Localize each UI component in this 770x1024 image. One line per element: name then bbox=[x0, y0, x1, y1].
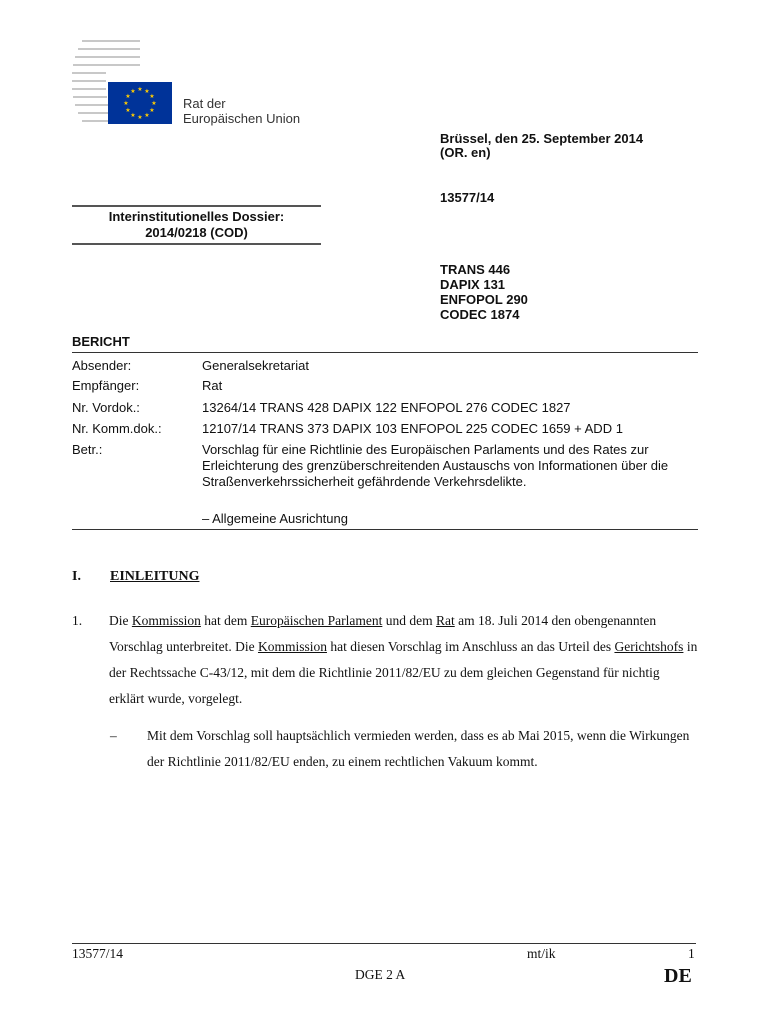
svg-text:★: ★ bbox=[144, 88, 150, 95]
dossier-box bbox=[72, 205, 321, 245]
organization-line1: Rat der bbox=[183, 96, 226, 111]
meta-value: Rat bbox=[202, 378, 223, 393]
meta-key: Absender: bbox=[72, 358, 132, 373]
svg-text:★: ★ bbox=[125, 107, 131, 114]
svg-text:★: ★ bbox=[137, 86, 143, 93]
date-block bbox=[440, 132, 643, 160]
svg-text:★: ★ bbox=[149, 93, 155, 100]
meta-key: Betr.: bbox=[72, 442, 103, 457]
paragraph-text bbox=[109, 608, 698, 712]
footer-divider bbox=[72, 943, 696, 944]
meta-value: – Allgemeine Ausrichtung bbox=[202, 511, 348, 526]
svg-text:★: ★ bbox=[123, 100, 129, 107]
dossier-label: Interinstitutionelles Dossier: bbox=[108, 209, 285, 224]
meta-value: Vorschlag für eine Richtlinie des Europäischen Parlaments und des Rates zur Erleichterung des grenzüberschreitenden Austauschs von Informationen über die Straßenverkehrssicherheit gefährdende Verkehrsdelikte. bbox=[202, 442, 669, 489]
classification-codes bbox=[440, 262, 528, 322]
bullet-text: Mit dem Vorschlag soll hauptsächlich vermieden werden, dass es ab Mai 2015, wenn die Wirkungen der Richtlinie 2011/82/EU enden, zu einem rechtlichen Vakuum kommt. bbox=[147, 728, 690, 769]
meta-value: Generalsekretariat bbox=[202, 358, 309, 373]
footer-page-number: 1 bbox=[688, 946, 695, 961]
footer-department: DGE 2 A bbox=[355, 967, 406, 982]
code-line: TRANS 446 bbox=[440, 262, 511, 277]
eu-flag-icon bbox=[108, 82, 172, 124]
footer-document-number: 13577/14 bbox=[72, 946, 124, 961]
organization-line2: Europäischen Union bbox=[183, 111, 301, 126]
term-commission: Kommission bbox=[257, 639, 327, 654]
report-divider bbox=[72, 352, 698, 353]
code-line: ENFOPOL 290 bbox=[440, 292, 528, 307]
meta-key: Nr. Komm.dok.: bbox=[72, 421, 162, 436]
original-language: (OR. en) bbox=[440, 145, 491, 160]
code-line: CODEC 1874 bbox=[440, 307, 520, 322]
section-number: I. bbox=[72, 569, 81, 584]
text-run: Die bbox=[109, 613, 132, 628]
svg-text:★: ★ bbox=[149, 107, 155, 114]
meta-value: 13264/14 TRANS 428 DAPIX 122 ENFOPOL 276 CODEC 1827 bbox=[202, 400, 571, 415]
svg-text:★: ★ bbox=[125, 93, 131, 100]
svg-text:★: ★ bbox=[144, 112, 150, 119]
term-european-parliament: Europäischen Parlament bbox=[250, 613, 383, 628]
text-run: und dem bbox=[382, 613, 436, 628]
bullet-dash: – bbox=[110, 728, 117, 743]
report-heading: BERICHT bbox=[72, 334, 130, 349]
text-run: in der Rechtssache C-43/12, mit dem die Richtlinie 2011/82/EU zu dem gleichen Gegenstand für nichtig erklärt wurde, vorgelegt. bbox=[109, 639, 698, 706]
svg-text:★: ★ bbox=[151, 100, 157, 107]
document-number: 13577/14 bbox=[440, 190, 495, 205]
organization-name bbox=[183, 96, 300, 126]
svg-text:★: ★ bbox=[137, 114, 143, 121]
term-commission: Kommission bbox=[131, 613, 201, 628]
dossier-number: 2014/0218 (COD) bbox=[145, 225, 248, 240]
text-run: hat dem bbox=[200, 613, 251, 628]
paragraph-number: 1. bbox=[72, 613, 83, 628]
section-title: EINLEITUNG bbox=[110, 569, 200, 584]
term-court-of-justice: Gerichtshofs bbox=[614, 639, 684, 654]
code-line: DAPIX 131 bbox=[440, 277, 506, 292]
footer-language: DE bbox=[664, 965, 692, 987]
svg-text:★: ★ bbox=[130, 88, 136, 95]
term-council: Rat bbox=[435, 613, 455, 628]
report-divider-bottom bbox=[72, 529, 698, 530]
meta-value: 12107/14 TRANS 373 DAPIX 103 ENFOPOL 225 CODEC 1659 + ADD 1 bbox=[202, 421, 623, 436]
footer-initials: mt/ik bbox=[527, 946, 556, 961]
text-run: hat diesen Vorschlag im Anschluss an das Urteil des bbox=[326, 639, 615, 654]
meta-key: Empfänger: bbox=[72, 378, 140, 393]
meta-key: Nr. Vordok.: bbox=[72, 400, 140, 415]
text-run: am 18. Juli 2014 den obengenannten Vorschlag unterbreitet. Die bbox=[109, 613, 657, 654]
date-line: Brüssel, den 25. September 2014 bbox=[440, 131, 644, 146]
svg-text:★: ★ bbox=[130, 112, 136, 119]
